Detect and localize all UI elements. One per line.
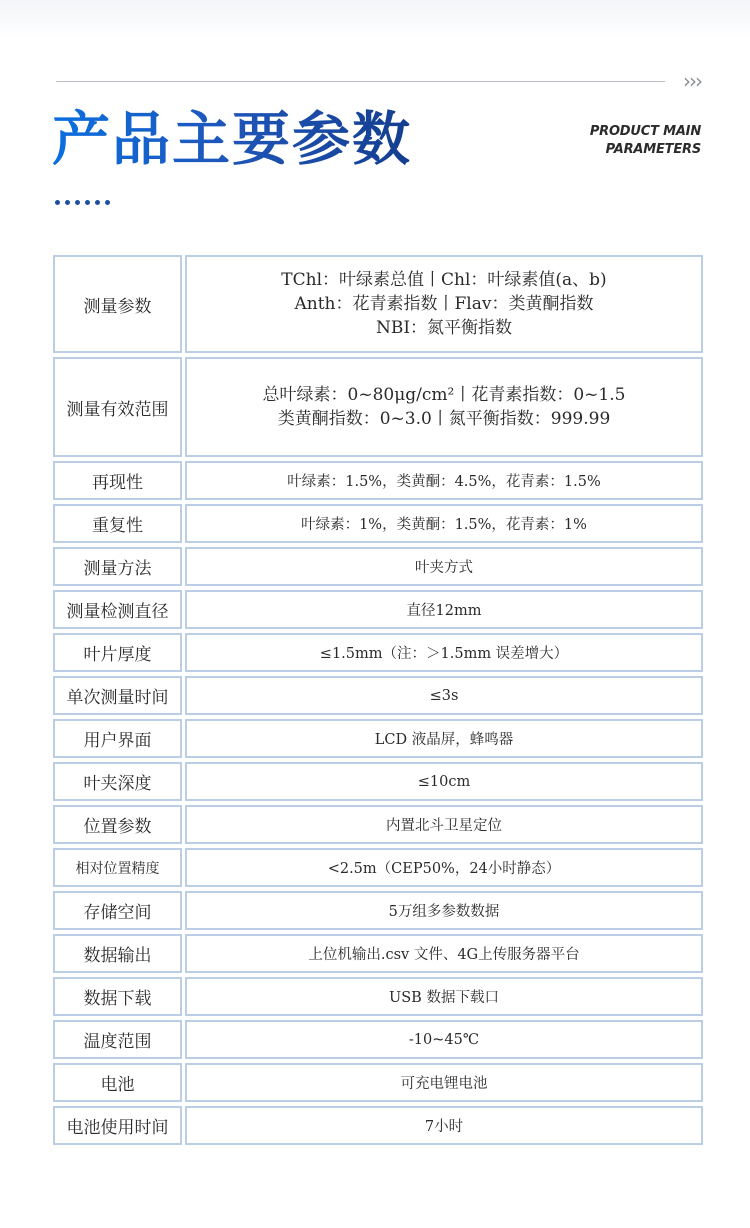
param-value: -10~45℃ [185,1020,703,1059]
decorative-dots [55,200,110,205]
english-title [590,123,701,159]
table-row [53,676,703,715]
param-label: 电池 [53,1063,182,1102]
param-label: 单次测量时间 [53,676,182,715]
param-value [185,255,703,353]
param-value: 5万组多参数数据 [185,891,703,930]
dot [105,200,110,205]
dot [75,200,80,205]
param-label: 数据输出 [53,934,182,973]
param-label: 测量参数 [53,255,182,353]
param-label: 电池使用时间 [53,1106,182,1145]
param-value: USB 数据下载口 [185,977,703,1016]
param-label: 数据下载 [53,977,182,1016]
param-label: 用户界面 [53,719,182,758]
param-label: 存储空间 [53,891,182,930]
english-title-line-1: PRODUCT MAIN [589,124,701,139]
param-value: 可充电锂电池 [185,1063,703,1102]
page-title: 产品主要参数 [52,105,413,173]
param-value: 7小时 [185,1106,703,1145]
table-row [53,891,703,930]
param-value: 内置北斗卫星定位 [185,805,703,844]
table-row [53,357,703,457]
param-value: 直径12mm [185,590,703,629]
param-label: 温度范围 [53,1020,182,1059]
param-label: 重复性 [53,504,182,543]
table-row [53,1063,703,1102]
top-background-fade [0,0,750,40]
param-label: 测量有效范围 [53,357,182,457]
param-value-line: TChl：叶绿素总值丨Chl：叶绿素值(a、b) [281,270,607,290]
table-row [53,719,703,758]
table-row [53,762,703,801]
table-row [53,461,703,500]
param-value-line: 类黄酮指数：0~3.0丨氮平衡指数：999.99 [277,409,611,429]
param-value: 叶夹方式 [185,547,703,586]
param-value [185,357,703,457]
param-value: ≤10cm [185,762,703,801]
param-label: 再现性 [53,461,182,500]
table-row [53,934,703,973]
english-title-line-2: PARAMETERS [605,142,701,157]
dot [65,200,70,205]
table-row [53,1020,703,1059]
table-row [53,848,703,887]
table-row [53,805,703,844]
double-chevron-right-icon: ››› [683,69,701,93]
table-row [53,547,703,586]
table-row [53,255,703,353]
dot [55,200,60,205]
param-value: ≤1.5mm（注：＞1.5mm 误差增大） [185,633,703,672]
param-value-line: 总叶绿素：0~80μg/cm²丨花青素指数：0~1.5 [262,385,626,405]
param-value: 叶绿素：1%，类黄酮：1.5%，花青素：1% [185,504,703,543]
param-value: 上位机输出.csv 文件、4G上传服务器平台 [185,934,703,973]
param-label: 叶片厚度 [53,633,182,672]
param-label: 叶夹深度 [53,762,182,801]
param-value: <2.5m（CEP50%，24小时静态） [185,848,703,887]
param-label: 测量检测直径 [53,590,182,629]
param-label: 位置参数 [53,805,182,844]
param-value: 叶绿素：1.5%，类黄酮：4.5%，花青素：1.5% [185,461,703,500]
param-value-line: Anth：花青素指数丨Flav：类黄酮指数 [294,294,594,314]
dot [85,200,90,205]
param-label: 相对位置精度 [53,848,182,887]
parameters-table [53,255,703,1149]
table-row [53,590,703,629]
param-value: LCD 液晶屏，蜂鸣器 [185,719,703,758]
param-label: 测量方法 [53,547,182,586]
table-row [53,977,703,1016]
table-row [53,633,703,672]
param-value: ≤3s [185,676,703,715]
dot [95,200,100,205]
header-divider [56,81,665,82]
table-row [53,1106,703,1145]
table-row [53,504,703,543]
param-value-line: NBI：氮平衡指数 [375,318,513,338]
